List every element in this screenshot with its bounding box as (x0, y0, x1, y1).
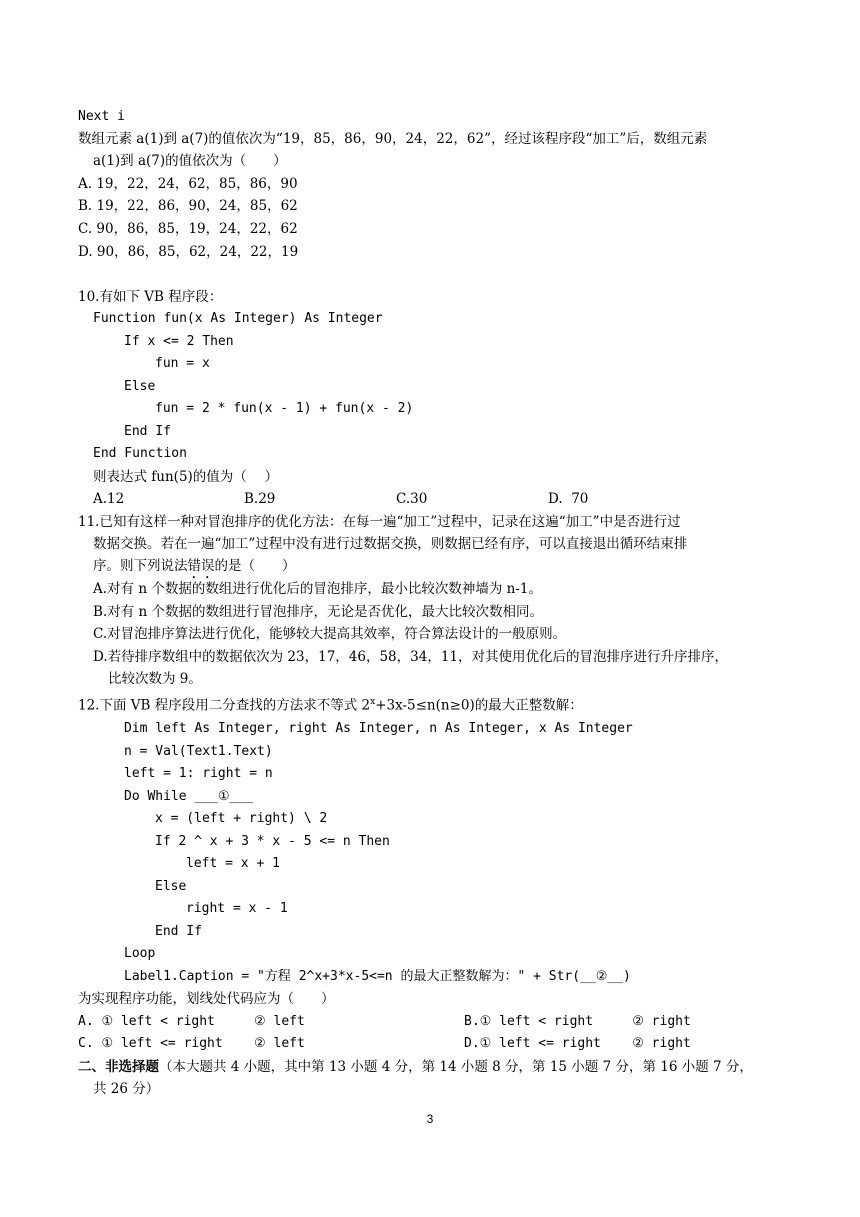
code-line: Else (124, 379, 156, 394)
question-11-stem-end (93, 557, 296, 582)
code-text: Do While (124, 789, 195, 804)
code-line: right = x - 1 (186, 901, 288, 916)
section-desc: （本大题共 4 小题，其中第 13 小题 4 分，第 14 小题 8 分，第 15 小题 7 分，第 16 小题 7 分， (159, 1059, 753, 1075)
question-10-option-b: B.29 (244, 491, 276, 507)
question-12-option-b: B.① left < right ② right (464, 1014, 691, 1029)
question-9-stem: 数组元素 a(1)到 a(7)的值依次为“19，85，86，90，24，22，62”，经过该程序段“加工”后，数组元素 (78, 131, 708, 147)
question-11-option-a: A.对有 n 个数据的数组进行优化后的冒泡排序，最小比较次数神墙为 n-1。 (93, 581, 542, 597)
question-9-option-d: D. 90，86，85，62，24，22，19 (78, 244, 299, 260)
code-line (124, 788, 253, 806)
question-11-stem: 11.已知有这样一种对冒泡排序的优化方法：在每一遍“加工”过程中，记录在这遍“加工”中是否进行过 (78, 514, 681, 530)
question-11-stem-cont: 数据交换。若在一遍“加工”过程中没有进行过数据交换，则数据已经有序，可以直接退出循环结束排 (93, 536, 688, 552)
question-12-stem (78, 693, 583, 715)
blank-2: __②__ (580, 969, 624, 984)
question-9-option-b: B. 19，22，86，90，24，85，62 (78, 198, 298, 214)
code-text: Label1.Caption = "方程 2^x+3*x-5<=n 的最大正整数解为：" + Str( (124, 969, 581, 984)
code-text: ) (623, 969, 631, 984)
stem-text: 的是（ ） (214, 558, 296, 574)
code-line: fun = 2 * fun(x - 1) + fun(x - 2) (155, 401, 414, 416)
code-line: Function fun(x As Integer) As Integer (93, 311, 383, 326)
question-11-option-c: C.对冒泡排序算法进行优化，能够较大提高其效率，符合算法设计的一般原则。 (93, 626, 567, 642)
stem-text: +3x-5≤n(n≥0)的最大正整数解： (375, 697, 583, 714)
stem-text: 序。则下列说法 (93, 558, 188, 574)
emphasis-word: 错误 (187, 558, 215, 574)
section-2-heading-cont: 共 26 分） (93, 1081, 160, 1097)
code-line: If 2 ^ x + 3 * x - 5 <= n Then (155, 834, 390, 849)
question-12-option-a: A. ① left < right ② left (78, 1014, 305, 1029)
question-12-option-c: C. ① left <= right ② left (78, 1036, 305, 1051)
question-10-option-a: A.12 (93, 491, 125, 507)
code-line: x = (left + right) \ 2 (155, 811, 328, 826)
section-2-heading (78, 1058, 753, 1076)
question-10-option-d: D. 70 (548, 491, 589, 507)
code-line: Loop (124, 946, 156, 961)
code-line: Else (155, 879, 187, 894)
question-12-option-d: D.① left <= right ② right (464, 1036, 691, 1051)
section-title: 二、非选择题 (78, 1059, 159, 1075)
code-line: End If (124, 424, 171, 439)
code-line: n = Val(Text1.Text) (124, 744, 273, 759)
question-10-stem: 10.有如下 VB 程序段： (78, 289, 223, 305)
question-11-option-d: D.若待排序数组中的数据依次为 23，17，46，58，34，11，对其使用优化后的冒泡排序进行升序排序， (93, 649, 728, 665)
question-9-stem-cont: a(1)到 a(7)的值依次为（ ） (93, 153, 287, 169)
code-line: left = 1: right = n (124, 766, 273, 781)
question-9-option-c: C. 90，86，85，19，24，22，62 (78, 221, 298, 237)
question-12-prompt: 为实现程序功能，划线处代码应为（ ） (78, 991, 335, 1007)
code-line: If x <= 2 Then (124, 334, 234, 349)
code-line (124, 968, 631, 986)
code-line: End Function (93, 446, 187, 461)
question-11-option-d-cont: 比较次数为 9。 (108, 671, 202, 687)
code-line: End If (155, 924, 202, 939)
question-10-option-c: C.30 (396, 491, 428, 507)
stem-text: 12.下面 VB 程序段用二分查找的方法求不等式 2 (78, 697, 371, 714)
question-10-prompt: 则表达式 fun(5)的值为（ ） (93, 469, 279, 485)
code-line: Dim left As Integer, right As Integer, n As Integer, x As Integer (124, 721, 633, 736)
code-line: fun = x (155, 356, 210, 371)
blank-1: ___①___ (194, 789, 254, 804)
code-line: left = x + 1 (186, 856, 280, 871)
question-9-option-a: A. 19，22，24，62，85，86，90 (78, 176, 298, 192)
page-number: 3 (426, 1112, 434, 1126)
question-11-option-b: B.对有 n 个数据的数组进行冒泡排序，无论是否优化，最大比较次数相同。 (93, 604, 543, 620)
exponent: x (370, 697, 376, 707)
code-next-i: Next i (78, 109, 125, 124)
